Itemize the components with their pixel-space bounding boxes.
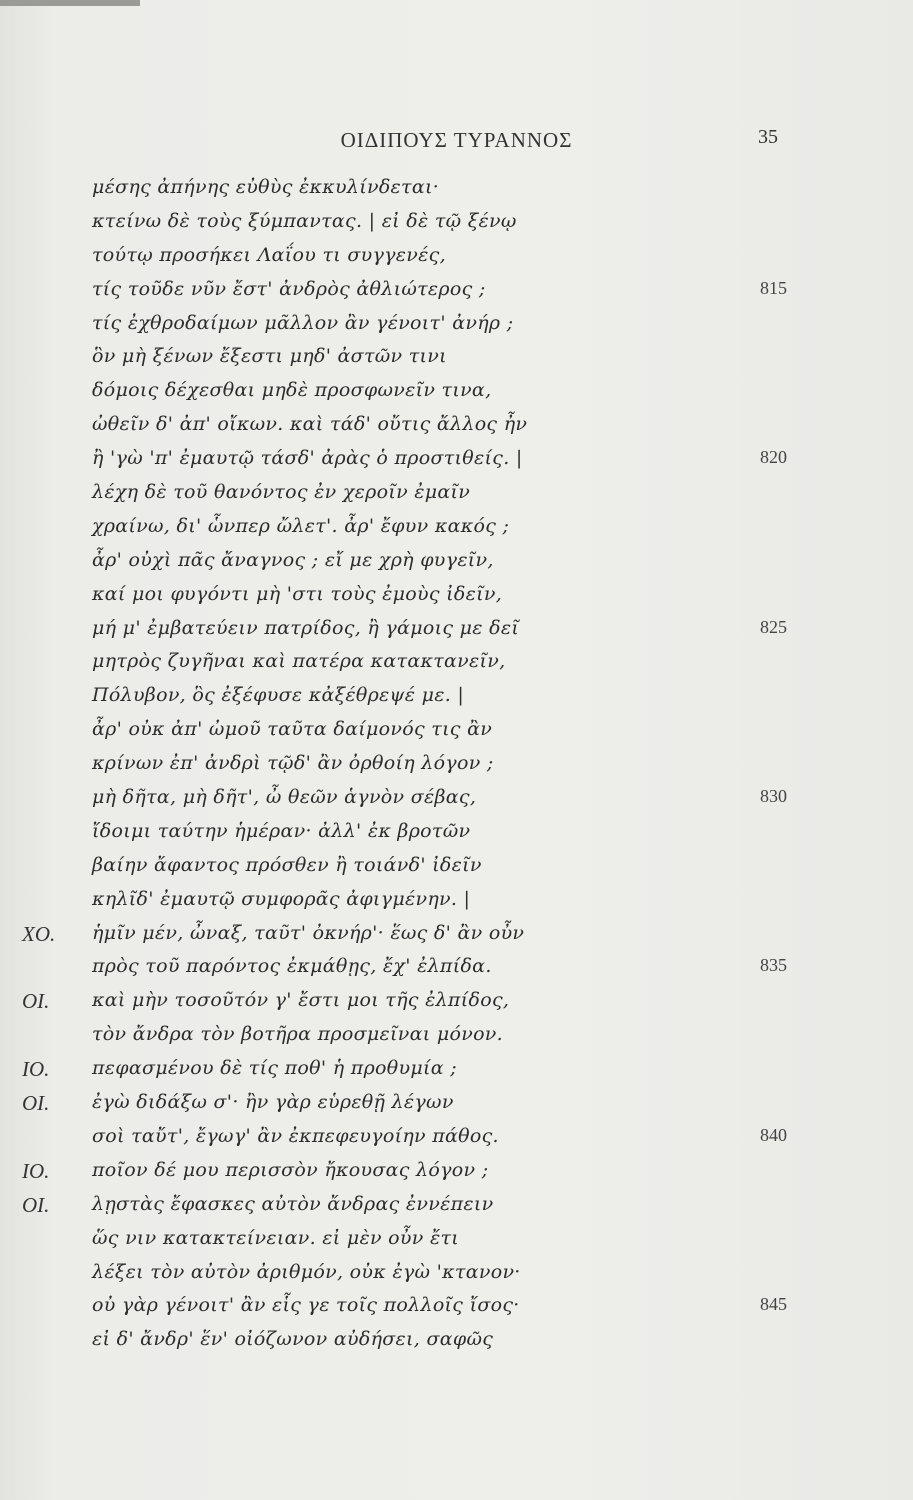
verse-line xyxy=(0,1257,913,1291)
speaker-label: ΙΟ. xyxy=(22,1057,50,1082)
verse-line xyxy=(0,1019,913,1053)
verse-line xyxy=(0,613,913,647)
verse-line xyxy=(0,884,913,918)
verse-text: ὃν μὴ ξένων ἔξεστι μηδ' ἀστῶν τινι xyxy=(92,345,447,368)
verse-text: σοὶ ταὔτ', ἔγωγ' ἂν ἐκπεφευγοίην πάθος. xyxy=(92,1124,499,1147)
speaker-label: ΙΟ. xyxy=(22,1158,50,1183)
verse-line xyxy=(0,1189,913,1223)
speaker-label: ΧΟ. xyxy=(22,921,56,946)
verse-text: Πόλυβον, ὃς ἐξέφυσε κἀξέθρεψέ με. | xyxy=(92,684,465,707)
verse-line xyxy=(0,646,913,680)
line-number: 845 xyxy=(760,1294,787,1315)
speaker-label: ΟΙ. xyxy=(22,1192,50,1217)
verse-line xyxy=(0,341,913,375)
verse-line xyxy=(0,782,913,816)
verse-line xyxy=(0,816,913,850)
verse-text: λέχη δὲ τοῦ θανόντος ἐν χεροῖν ἐμαῖν xyxy=(92,481,471,504)
verse-line xyxy=(0,375,913,409)
line-number: 835 xyxy=(760,955,787,976)
verse-text: καὶ μὴν τοσοῦτόν γ' ἔστι μοι τῆς ἐλπίδος, xyxy=(92,989,510,1012)
verse-line xyxy=(0,714,913,748)
verse-text: ἢ 'γὼ 'π' ἐμαυτῷ τάσδ' ἀρὰς ὁ προστιθείς. | xyxy=(92,447,523,470)
page-edge-shadow xyxy=(0,0,140,6)
verse-text: λέξει τὸν αὐτὸν ἀριθμόν, οὐκ ἐγὼ 'κτανον· xyxy=(92,1260,521,1283)
verse-line xyxy=(0,1121,913,1155)
verse-line xyxy=(0,1290,913,1324)
verse-line xyxy=(0,511,913,545)
verse-line xyxy=(0,308,913,342)
verse-text: λῃστὰς ἔφασκες αὐτὸν ἄνδρας ἐννέπειν xyxy=(92,1192,494,1215)
verse-line xyxy=(0,918,913,952)
verse-line xyxy=(0,545,913,579)
verse-line xyxy=(0,748,913,782)
verse-line xyxy=(0,477,913,511)
verse-line xyxy=(0,951,913,985)
verse-text: ἐγὼ διδάξω σ'· ἢν γὰρ εὑρεθῇ λέγων xyxy=(92,1091,454,1114)
line-number: 830 xyxy=(760,786,787,807)
line-number: 815 xyxy=(760,277,787,298)
line-number: 825 xyxy=(760,616,787,637)
verse-line xyxy=(0,409,913,443)
line-number: 820 xyxy=(760,447,787,468)
verse-text: εἰ δ' ἄνδρ' ἕν' οἰόζωνον αὐδήσει, σαφῶς xyxy=(92,1328,494,1351)
line-number: 840 xyxy=(760,1124,787,1145)
verse-text: ἆρ' οὐκ ἀπ' ὠμοῦ ταῦτα δαίμονός τις ἂν xyxy=(92,718,493,741)
verse-text: μὴ δῆτα, μὴ δῆτ', ὦ θεῶν ἁγνὸν σέβας, xyxy=(92,786,477,809)
verse-line xyxy=(0,680,913,714)
verse-text: τούτῳ προσήκει Λαΐου τι συγγενές, xyxy=(92,243,446,266)
verse-line xyxy=(0,1053,913,1087)
verse-line xyxy=(0,985,913,1019)
verse-text: χραίνω, δι' ὧνπερ ὤλετ'. ἆρ' ἔφυν κακός ; xyxy=(92,514,510,537)
verse-line xyxy=(0,206,913,240)
verse-text: κηλῖδ' ἐμαυτῷ συμφορᾶς ἀφιγμένην. | xyxy=(92,887,471,910)
verse-line xyxy=(0,172,913,206)
verse-line xyxy=(0,443,913,477)
verse-text: ὥς νιν κατακτείνειαν. εἰ μὲν οὖν ἔτι xyxy=(92,1226,460,1249)
verse-line xyxy=(0,1155,913,1189)
verse-text: μή μ' ἐμβατεύειν πατρίδος, ἢ γάμοις με δεῖ xyxy=(92,616,520,639)
speaker-label: ΟΙ. xyxy=(22,1091,50,1116)
verse-line xyxy=(0,850,913,884)
verse-text: ποῖον δέ μου περισσὸν ἤκουσας λόγον ; xyxy=(92,1158,489,1181)
verse-text: καί μοι φυγόντι μὴ 'στι τοὺς ἐμοὺς ἰδεῖν, xyxy=(92,582,503,605)
verse-line xyxy=(0,1324,913,1358)
verse-line xyxy=(0,579,913,613)
verse-text: τίς τοῦδε νῦν ἔστ' ἀνδρὸς ἀθλιώτερος ; xyxy=(92,277,486,300)
verse-text: ἡμῖν μέν, ὦναξ, ταῦτ' ὀκνήρ'· ἕως δ' ἂν οὖν xyxy=(92,921,525,944)
verse-text: κρίνων ἐπ' ἀνδρὶ τῷδ' ἂν ὀρθοίη λόγον ; xyxy=(92,752,494,775)
verse-text: ὠθεῖν δ' ἀπ' οἴκων. καὶ τάδ' οὔτις ἄλλος ἦν xyxy=(92,413,528,436)
verse-line xyxy=(0,1087,913,1121)
verse-text: τίς ἐχθροδαίμων μᾶλλον ἂν γένοιτ' ἀνήρ ; xyxy=(92,311,514,334)
page-number: 35 xyxy=(758,126,778,148)
speaker-label: ΟΙ. xyxy=(22,989,50,1014)
verse-text: ἴδοιμι ταύτην ἡμέραν· ἀλλ' ἐκ βροτῶν xyxy=(92,819,471,842)
verse-line xyxy=(0,274,913,308)
verse-text: πρὸς τοῦ παρόντος ἐκμάθῃς, ἔχ' ἐλπίδα. xyxy=(92,955,492,978)
verse-block xyxy=(0,172,913,1358)
verse-text: μέσης ἀπήνης εὐθὺς ἐκκυλίνδεται· xyxy=(92,176,440,198)
verse-text: ἆρ' οὐχὶ πᾶς ἄναγνος ; εἴ με χρὴ φυγεῖν, xyxy=(92,548,494,571)
running-title: ΟΙΔΙΠΟΥΣ ΤΥΡΑΝΝΟΣ xyxy=(340,128,573,152)
verse-text: οὐ γὰρ γένοιτ' ἂν εἷς γε τοῖς πολλοῖς ἴσος· xyxy=(92,1294,520,1317)
verse-text: βαίην ἄφαντος πρόσθεν ἢ τοιάνδ' ἰδεῖν xyxy=(92,853,482,876)
verse-text: κτείνω δὲ τοὺς ξύμπαντας. | εἰ δὲ τῷ ξένῳ xyxy=(92,209,517,232)
verse-text: τὸν ἄνδρα τὸν βοτῆρα προσμεῖναι μόνον. xyxy=(92,1023,503,1046)
verse-line xyxy=(0,1223,913,1257)
verse-text: πεφασμένου δὲ τίς ποθ' ἡ προθυμία ; xyxy=(92,1057,457,1080)
verse-line xyxy=(0,240,913,274)
verse-text: μητρὸς ζυγῆναι καὶ πατέρα κατακτανεῖν, xyxy=(92,650,506,673)
verse-text: δόμοις δέχεσθαι μηδὲ προσφωνεῖν τινα, xyxy=(92,379,492,402)
